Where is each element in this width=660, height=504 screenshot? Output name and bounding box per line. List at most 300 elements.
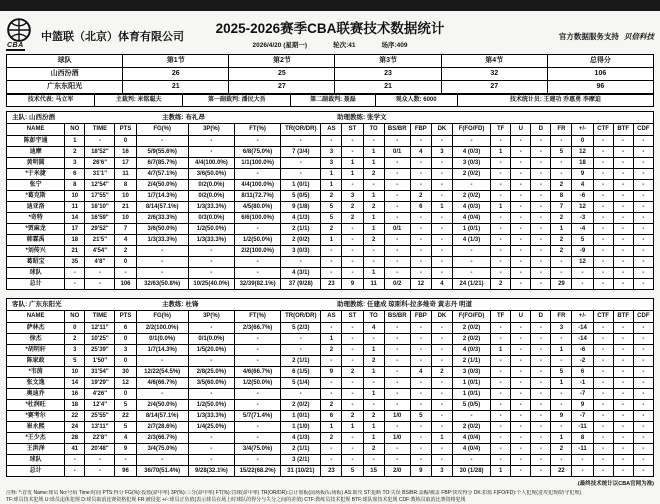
stat-cell: - [452, 268, 490, 279]
stat-cell: - [593, 422, 613, 433]
stat-cell: - [511, 257, 531, 268]
stat-cell: - [613, 191, 633, 202]
player-name-cell: *王少杰 [7, 433, 65, 444]
player-row [7, 136, 654, 147]
stat-cell: - [531, 345, 551, 356]
stat-cell: 26'6" [85, 158, 115, 169]
stat-cell: 4 [572, 180, 593, 191]
stat-cell: 0 [115, 356, 136, 367]
stat-cell: - [384, 422, 410, 433]
score-row [7, 68, 654, 81]
stat-cell: - [431, 455, 452, 466]
stat-cell: - [633, 323, 653, 334]
stat-cell: - [531, 433, 551, 444]
column-header: D [531, 124, 551, 136]
column-header: CDF [633, 124, 653, 136]
stat-cell: - [342, 433, 363, 444]
stat-cell: 2 [363, 356, 384, 367]
stat-cell: - [363, 378, 384, 389]
stat-cell: - [633, 345, 653, 356]
stat-cell: 4/7(57.1%) [136, 169, 188, 180]
stat-cell: - [235, 389, 281, 400]
stat-cell: - [531, 334, 551, 345]
stat-cell: 106 [115, 279, 136, 290]
stat-cell: - [136, 246, 188, 257]
stat-cell: - [281, 389, 321, 400]
stat-cell: 12 [410, 279, 431, 290]
stat-cell: 20'48" [85, 444, 115, 455]
stat-cell: 1 [363, 158, 384, 169]
stat-cell: - [511, 411, 531, 422]
column-header: BS/BR [384, 311, 410, 323]
stat-cell: - [410, 158, 431, 169]
stat-cell: - [136, 268, 188, 279]
column-header: TO [363, 311, 384, 323]
stat-cell: -4 [572, 224, 593, 235]
stat-cell: - [593, 158, 613, 169]
stat-cell: - [384, 444, 410, 455]
stat-cell: 23 [321, 279, 342, 290]
stat-cell: -11 [572, 422, 593, 433]
stat-cell: -14 [572, 334, 593, 345]
stat-cell: 3/4(75.0%) [136, 444, 188, 455]
stat-cell: - [410, 400, 431, 411]
stat-cell: - [491, 224, 511, 235]
stat-cell: - [342, 147, 363, 158]
stat-cell: - [342, 246, 363, 257]
stat-cell: 36/70(51.4%) [136, 466, 188, 477]
stat-cell: - [384, 323, 410, 334]
stat-cell: 13'11" [85, 422, 115, 433]
stat-cell: 12 [115, 378, 136, 389]
stat-cell: - [551, 334, 572, 345]
player-name-cell: 总计 [7, 279, 65, 290]
stat-cell: - [531, 411, 551, 422]
stat-cell: 1 [551, 378, 572, 389]
stat-cell: - [531, 279, 551, 290]
player-row [7, 345, 654, 356]
stat-cell: - [633, 422, 653, 433]
stat-cell: - [342, 180, 363, 191]
stat-cell: 8 [551, 191, 572, 202]
stat-cell: 3 (2/1) [281, 455, 321, 466]
player-row [7, 389, 654, 400]
stat-cell: - [511, 367, 531, 378]
stat-cell: - [593, 246, 613, 257]
column-header: FT(%) [235, 124, 281, 136]
stat-cell: - [431, 213, 452, 224]
stat-cell: 2 [363, 202, 384, 213]
stat-cell: - [491, 235, 511, 246]
stat-cell: - [321, 444, 342, 455]
column-header: FG(%) [136, 311, 188, 323]
header-row [7, 311, 654, 323]
stat-cell: 3 [431, 466, 452, 477]
stat-cell: - [65, 279, 85, 290]
stat-cell: - [491, 422, 511, 433]
stat-cell: 5 [65, 356, 85, 367]
stat-cell: 2 [410, 191, 431, 202]
stat-cell: 32/63(50.8%) [136, 279, 188, 290]
stat-cell: - [384, 268, 410, 279]
stat-cell: - [633, 378, 653, 389]
stat-cell: - [188, 147, 234, 158]
stat-cell: - [633, 224, 653, 235]
header-row [7, 124, 654, 136]
stat-cell: - [593, 268, 613, 279]
stat-cell: 2 [342, 213, 363, 224]
stat-cell: - [593, 466, 613, 477]
stat-cell: - [431, 246, 452, 257]
stat-cell: - [431, 389, 452, 400]
stat-cell: 4/4(100.0%) [188, 158, 234, 169]
stat-cell: 1/3(33.3%) [188, 202, 234, 213]
stat-cell: -9 [572, 246, 593, 257]
stat-cell: - [321, 356, 342, 367]
stat-cell: - [593, 444, 613, 455]
stat-cell: - [633, 202, 653, 213]
stat-cell: - [633, 279, 653, 290]
stat-cell: 22'8" [85, 433, 115, 444]
stat-cell: 0 [115, 334, 136, 345]
stat-cell: - [511, 202, 531, 213]
player-row [7, 433, 654, 444]
home-head-coach: 主教练: 布礼昂 [162, 114, 205, 121]
player-row [7, 378, 654, 389]
stat-cell: 28 [65, 433, 85, 444]
column-header: CTF [593, 311, 613, 323]
stat-cell: - [593, 136, 613, 147]
stat-cell: 4'26" [85, 389, 115, 400]
stat-cell: - [85, 268, 115, 279]
stat-cell: - [384, 389, 410, 400]
stat-cell: - [281, 334, 321, 345]
stat-cell: - [531, 268, 551, 279]
stat-cell: 15 [363, 466, 384, 477]
stat-cell: - [511, 268, 531, 279]
stat-cell: - [491, 213, 511, 224]
stat-cell: 10'25" [85, 334, 115, 345]
stat-cell: - [613, 455, 633, 466]
stat-cell: 观众人数: 6000 [375, 95, 457, 107]
column-header: DK [431, 124, 452, 136]
player-name-cell: *奇特 [7, 213, 65, 224]
stat-cell: - [593, 345, 613, 356]
player-row [7, 279, 654, 290]
stat-cell: - [321, 257, 342, 268]
stat-cell: - [511, 147, 531, 158]
stat-cell: 17 [65, 224, 85, 235]
stat-cell: 2/2(100.0%) [136, 323, 188, 334]
player-name-cell: 球队 [7, 268, 65, 279]
stat-cell: - [531, 444, 551, 455]
stat-cell: 2 [551, 235, 572, 246]
stat-cell: - [342, 345, 363, 356]
player-row [7, 400, 654, 411]
player-name-cell: 张文逸 [7, 378, 65, 389]
stat-cell: - [188, 433, 234, 444]
stat-cell: - [431, 323, 452, 334]
stat-cell: - [384, 191, 410, 202]
stat-cell: - [281, 136, 321, 147]
stat-cell: - [633, 257, 653, 268]
stat-cell: 2 [551, 180, 572, 191]
stat-cell: - [410, 444, 431, 455]
stat-cell: - [342, 268, 363, 279]
away-head-coach: 主教练: 杜锋 [162, 301, 199, 308]
column-header: BS/BR [384, 124, 410, 136]
column-header: BTF [613, 311, 633, 323]
stat-cell: - [551, 455, 572, 466]
stat-cell: 17 [115, 158, 136, 169]
stat-cell: - [633, 433, 653, 444]
stat-cell: 0/2(0.0%) [188, 180, 234, 191]
stat-cell: 1/0 [384, 433, 410, 444]
column-header: PTS [115, 311, 136, 323]
stat-cell: 11 [363, 279, 384, 290]
column-header: DK [431, 311, 452, 323]
stat-cell: - [431, 169, 452, 180]
column-header: NO [65, 124, 85, 136]
stat-cell: - [511, 433, 531, 444]
stat-cell: 9 (1/8) [281, 202, 321, 213]
stat-cell: - [613, 323, 633, 334]
stat-cell: - [188, 444, 234, 455]
column-header: U [511, 124, 531, 136]
column-header: ST [342, 124, 363, 136]
stat-cell: - [511, 180, 531, 191]
stat-cell: - [491, 246, 511, 257]
stat-cell: - [613, 213, 633, 224]
stat-cell: - [551, 356, 572, 367]
stat-cell: - [613, 444, 633, 455]
score-row [7, 81, 654, 94]
stat-cell: -1 [572, 378, 593, 389]
stat-cell: 1/3(33.3%) [188, 411, 234, 422]
stat-cell: 0 [572, 136, 593, 147]
stat-cell: 4 (0/3) [452, 202, 490, 213]
stat-cell: - [491, 444, 511, 455]
stat-cell: 21 [65, 246, 85, 257]
stat-cell: 21 [123, 81, 229, 94]
stat-cell: - [188, 246, 234, 257]
stat-cell: - [613, 389, 633, 400]
column-header: TO [363, 124, 384, 136]
stat-cell: - [281, 158, 321, 169]
stat-cell: 5 [115, 400, 136, 411]
stat-cell: 1 [491, 147, 511, 158]
stat-cell: 3 (0/3) [452, 367, 490, 378]
stat-cell: -6 [572, 345, 593, 356]
stat-cell: 24 (1/21) [452, 279, 490, 290]
stat-cell: - [235, 334, 281, 345]
away-assistant-coaches: 助理教练: 任建成 琼斯科-拉多维奇 黄志丹 明道 [337, 301, 473, 308]
stat-cell: - [235, 356, 281, 367]
stat-cell: 8/14(57.1%) [136, 411, 188, 422]
stat-cell: 2 [491, 279, 511, 290]
officials-bar [6, 94, 654, 107]
stat-cell: - [593, 433, 613, 444]
stat-cell: - [342, 378, 363, 389]
stat-cell: - [491, 323, 511, 334]
stat-cell: 1 (0/1) [452, 389, 490, 400]
stat-cell: - [431, 378, 452, 389]
player-row [7, 158, 654, 169]
stat-cell: - [531, 378, 551, 389]
stat-cell: 4 (0/4) [452, 444, 490, 455]
stat-cell: - [452, 136, 490, 147]
stat-cell: 12 [572, 147, 593, 158]
stat-cell: 1/3(33.3%) [188, 235, 234, 246]
player-name-cell: 陈彭宇通 [7, 136, 65, 147]
column-header: F(FO/FD) [452, 124, 490, 136]
stat-cell: - [384, 257, 410, 268]
stat-cell: 10 [115, 213, 136, 224]
stat-cell: - [235, 433, 281, 444]
stat-cell: 4 [410, 147, 431, 158]
stat-cell: - [452, 455, 490, 466]
officials-row [7, 95, 654, 107]
stat-cell: - [136, 455, 188, 466]
stat-cell: - [321, 246, 342, 257]
stat-cell: - [633, 400, 653, 411]
stat-cell: 2 (1/1) [281, 356, 321, 367]
stat-cell: 10 [115, 191, 136, 202]
player-name-cell: *葛克斯 [7, 191, 65, 202]
stat-cell: 8 [572, 433, 593, 444]
stat-cell: - [613, 246, 633, 257]
stat-cell: - [531, 323, 551, 334]
stat-cell: 31 (10/21) [281, 466, 321, 477]
player-row [7, 422, 654, 433]
player-row [7, 411, 654, 422]
stat-cell: 2 (1/1) [281, 444, 321, 455]
stat-cell: - [384, 158, 410, 169]
stat-cell: 6 [115, 323, 136, 334]
column-header: CTF [593, 124, 613, 136]
sheet-title: 2025-2026赛季CBA联赛技术数据统计 [215, 21, 445, 36]
stat-cell: - [593, 213, 613, 224]
stat-cell: - [613, 180, 633, 191]
stat-cell: 3 [431, 147, 452, 158]
player-name-cell: *赛考尔 [7, 411, 65, 422]
sheet-subline [216, 40, 445, 49]
player-name-cell: *胡明轩 [7, 345, 65, 356]
stat-cell: 4'8" [85, 257, 115, 268]
stat-cell: 5 (0/5) [281, 191, 321, 202]
column-header: TR(OR/DR) [281, 311, 321, 323]
stat-cell: - [491, 433, 511, 444]
stat-cell: - [410, 257, 431, 268]
stat-cell: 2 [342, 367, 363, 378]
stat-cell: - [321, 268, 342, 279]
player-row [7, 444, 654, 455]
stat-cell: 1 (1/0) [281, 422, 321, 433]
stat-cell: 1/4(25.0%) [188, 422, 234, 433]
player-row [7, 268, 654, 279]
stat-cell: 32/39(82.1%) [235, 279, 281, 290]
stat-cell: 2 [551, 213, 572, 224]
stat-cell: - [384, 356, 410, 367]
stat-cell: 2 (1/1) [452, 356, 490, 367]
data-service-brand: 贝倍科技 [624, 32, 654, 41]
stat-cell: 14 [65, 213, 85, 224]
player-row [7, 246, 654, 257]
stat-cell: - [431, 356, 452, 367]
stat-cell: - [342, 455, 363, 466]
stat-cell: - [115, 455, 136, 466]
stat-cell: - [511, 158, 531, 169]
stat-cell: 30 [115, 367, 136, 378]
stat-cell: - [431, 268, 452, 279]
player-row [7, 147, 654, 158]
stat-cell: - [593, 367, 613, 378]
stat-cell: 1/2(50.0%) [188, 224, 234, 235]
column-header: 3P(%) [188, 124, 234, 136]
stat-cell: 4 [410, 367, 431, 378]
stat-cell: - [613, 367, 633, 378]
stat-cell: - [136, 389, 188, 400]
stat-cell: - [633, 367, 653, 378]
column-header: CDF [633, 311, 653, 323]
stat-cell: - [551, 257, 572, 268]
game-date: 2026/4/20 (星期一) [252, 42, 308, 49]
stat-cell: 2 [363, 444, 384, 455]
stat-cell: 9 [572, 169, 593, 180]
stat-cell: - [431, 345, 452, 356]
stat-cell: 1 [321, 334, 342, 345]
stat-cell: - [531, 257, 551, 268]
column-header: +/- [572, 124, 593, 136]
stat-cell: 7 (3/4) [281, 147, 321, 158]
stat-cell: 27 [229, 81, 335, 94]
stat-cell: - [613, 279, 633, 290]
stat-cell: - [384, 334, 410, 345]
stat-cell: 4 [431, 279, 452, 290]
stat-cell: 25'55" [85, 411, 115, 422]
stat-cell: - [511, 422, 531, 433]
stat-cell: - [613, 334, 633, 345]
stat-cell: 3 [321, 147, 342, 158]
stat-cell: - [321, 378, 342, 389]
header-left [6, 17, 216, 51]
stat-cell: - [235, 224, 281, 235]
stat-cell: - [511, 191, 531, 202]
player-name-cell: 迪摩 [7, 147, 65, 158]
stat-cell: - [613, 224, 633, 235]
stat-cell: 19'29" [85, 378, 115, 389]
stat-cell: - [65, 268, 85, 279]
stat-cell: 29'52" [85, 224, 115, 235]
stat-cell: - [342, 389, 363, 400]
stat-cell: - [342, 235, 363, 246]
stat-cell: - [531, 389, 551, 400]
stat-cell: 2/3(66.7%) [136, 433, 188, 444]
stat-cell: 0/2 [384, 279, 410, 290]
stat-cell: -3 [572, 213, 593, 224]
stat-cell: - [431, 158, 452, 169]
legend-line-1: 注释: *:首发 Name:球员 No:号码 Time:时间 PTS:得分 FG(%):投篮(命中率) 3P(%):三分(命中率) FT(%):罚球(命中率) TR(OR/DR):总计篮板(前场板/后场板) AS:助攻 ST:抢断 TO:失误 BS/BR:盖帽/被盖 FBP:快攻得分 DK:扣篮 F(FO/FD):个人犯规(进攻犯规/防守犯规) [6, 490, 582, 496]
stat-cell: - [531, 147, 551, 158]
player-row [7, 356, 654, 367]
stat-cell: - [593, 235, 613, 246]
stat-cell: 22 [551, 466, 572, 477]
stat-cell: - [321, 389, 342, 400]
stat-cell: 10 [65, 367, 85, 378]
stat-cell: 3/6(50.0%) [136, 224, 188, 235]
stat-cell: 5 (0/5) [452, 400, 490, 411]
stat-cell: 4 (0/3) [452, 345, 490, 356]
